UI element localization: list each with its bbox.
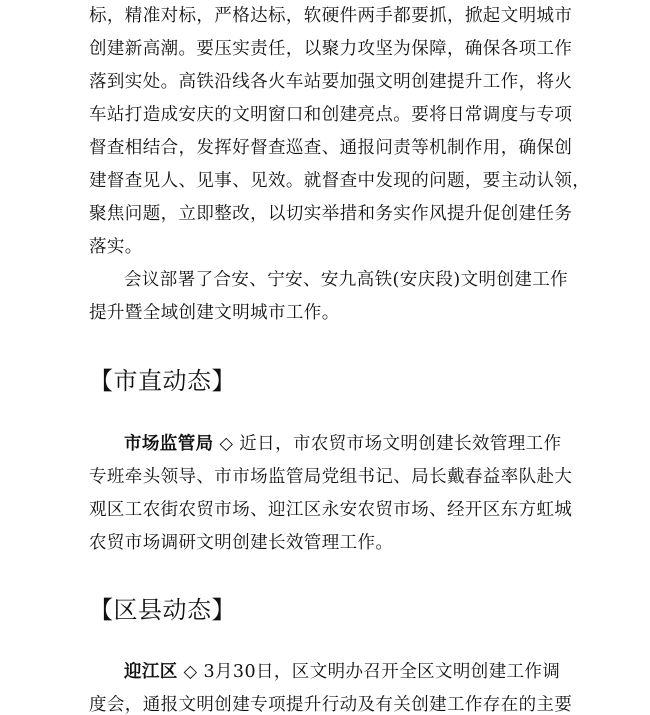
text-line: 落到实处。高铁沿线各火车站要加强文明创建提升工作，将火 [89,72,573,92]
text-line: 聚焦问题，立即整改，以切实举措和务实作风提升促创建任务 [89,204,573,224]
text-line: 标，精准对标，严格达标，软硬件两手都要抓，掀起文明城市 [89,6,573,26]
text-line: 车站打造成安庆的文明窗口和创建亮点。要将日常调度与专项 [89,105,573,125]
text-line: 督查相结合，发挥好督查巡查、通报问责等机制作用，确保创 [89,138,573,158]
county-news-item [89,656,573,715]
text-line: 创建新高潮。要压实责任，以聚力攻坚为保障，确保各项工作 [89,39,573,59]
text-line: 建督查见人、见事、见效。就督查中发现的问题，要主动认领， [89,171,591,191]
meeting-paragraph [89,264,567,330]
news-text: ◇ 近日，市农贸市场文明创建长效管理工作 [213,434,562,454]
text-line: 农贸市场调研文明创建长效管理工作。 [89,533,394,553]
text-line: 度会，通报文明创建专项提升行动及有关创建工作存在的主要 [89,695,573,715]
city-news-item [89,428,573,560]
intro-paragraph [89,0,591,264]
text-line: 专班牵头领导、市市场监管局党组书记、局长戴春益率队赴大 [89,467,573,487]
text-line [89,656,567,689]
news-source: 迎江区 [124,662,178,682]
section-heading-county: 【区县动态】 [89,596,236,624]
text-line: 观区工农街农贸市场、迎江区永安农贸市场、经开区东方虹城 [89,500,573,520]
text-line: 落实。 [89,237,143,257]
text-line: 会议部署了合安、宁安、安九高铁(安庆段)文明创建工作 [124,270,569,290]
news-source: 市场监管局 [124,434,214,454]
text-line [89,428,567,461]
news-text: ◇ 3月30日，区文明办召开全区文明创建工作调 [177,662,561,682]
section-heading-city: 【市直动态】 [89,367,236,395]
text-line: 提升暨全域创建文明城市工作。 [89,303,340,323]
